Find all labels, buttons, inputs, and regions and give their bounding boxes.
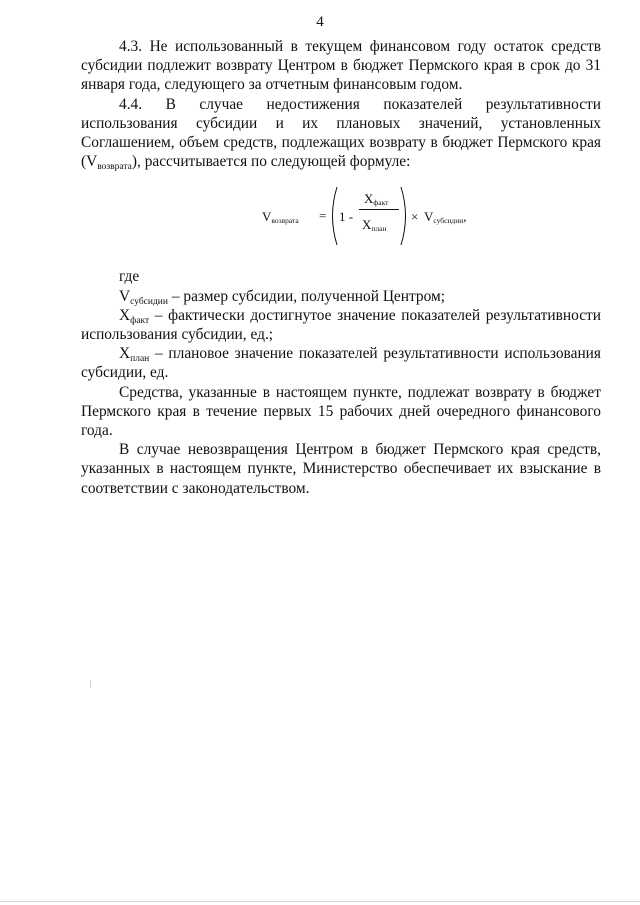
formula-lhs: [262, 207, 299, 230]
definition-text: – размер субсидии, полученной Центром;: [167, 287, 446, 305]
formula-fraction-bar: [359, 209, 399, 210]
paragraph-4-4-text: 4.4. В случае недостижения показателей результативности использования субсидии и их плановых значений, установленных Соглашением, объем средств, подлежащих возврату в бюджет Пермского края (V: [81, 95, 601, 171]
formula-lhs-sub: возврата: [271, 216, 299, 226]
paragraph-recovery: В случае невозвращения Центром в бюджет Пермского края средств, указанных в настоящем пункте, Министерство обеспечивает их взыскание в соответствии с законодательством.: [81, 441, 601, 497]
paragraph-4-4-text-end: ), рассчитывается по следующей формуле:: [131, 153, 411, 171]
page-bottom-edge: [0, 901, 640, 902]
formula-denominator-symbol: X: [362, 217, 372, 233]
formula-denominator: [362, 215, 387, 238]
definition-x-plan: [81, 344, 601, 382]
paragraph-4-4: [81, 95, 601, 172]
definition-text: – плановое значение показателей результативности использования субсидии, ед.: [81, 345, 601, 382]
formula-numerator-sub: факт: [373, 198, 389, 208]
formula-equals: =: [319, 208, 327, 224]
definition-v-subsidii: [81, 287, 601, 306]
where-label: где: [119, 268, 140, 286]
definition-text: – фактически достигнутое значение показателей результативности использования субсидии, ед.;: [81, 306, 601, 344]
formula-trailing-comma: ,: [463, 209, 467, 225]
definition-symbol: X: [119, 345, 131, 363]
definition-symbol: X: [119, 306, 131, 324]
paragraph-return-deadline: Средства, указанные в настоящем пункте, подлежат возврату в бюджет Пермского края в течение первых 15 рабочих дней очередного финансового года.: [81, 383, 601, 440]
formula-rhs-symbol: V: [424, 209, 434, 225]
definition-symbol: V: [119, 287, 131, 305]
formula-rhs: [424, 207, 467, 230]
formula-left-paren: [327, 185, 339, 247]
paragraph-4-3: 4.3. Не использованный в текущем финансовом году остаток средств субсидии подлежит возврату Центром в бюджет Пермского края в срок до 31 января года, следующего за отчетным финансовым годом.: [81, 38, 601, 94]
document-body: [81, 37, 601, 498]
formula-numerator-symbol: X: [364, 191, 374, 207]
definition-sub: субсидии: [130, 296, 168, 307]
definition-sub: план: [130, 354, 150, 365]
formula-one-minus: 1 -: [339, 209, 354, 225]
formula-lhs-symbol: V: [262, 209, 272, 225]
definition-sub: факт: [130, 315, 150, 326]
definition-x-fakt: [81, 306, 601, 344]
v-vozvrata-subscript: возврата: [97, 162, 132, 173]
scan-mark: [90, 680, 91, 688]
formula-denominator-sub: план: [371, 224, 387, 234]
formula-rhs-sub: субсидии: [433, 216, 464, 226]
page-number: 4: [316, 14, 324, 30]
formula-right-paren: [399, 185, 411, 247]
formula-times: ×: [411, 209, 419, 225]
return-formula: [81, 185, 601, 253]
